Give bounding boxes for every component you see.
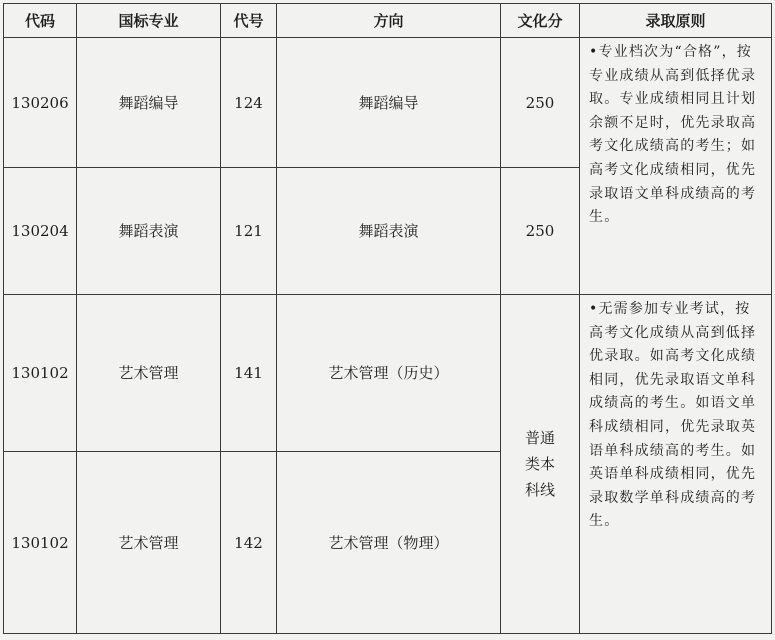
page xyxy=(3,3,772,634)
header-num: 代号 xyxy=(221,4,277,38)
cell-major: 舞蹈编导 xyxy=(77,38,221,168)
header-code: 代码 xyxy=(4,4,77,38)
cell-num: 142 xyxy=(221,452,277,634)
cell-direction: 舞蹈编导 xyxy=(277,38,501,168)
cell-code: 130204 xyxy=(4,168,77,295)
cell-num: 121 xyxy=(221,168,277,295)
header-row xyxy=(4,4,772,38)
header-major: 国标专业 xyxy=(77,4,221,38)
cell-direction: 艺术管理（历史） xyxy=(277,295,501,452)
cell-num: 141 xyxy=(221,295,277,452)
table-row xyxy=(4,38,772,168)
header-culture: 文化分 xyxy=(501,4,580,38)
header-direction: 方向 xyxy=(277,4,501,38)
cell-code: 130206 xyxy=(4,38,77,168)
cell-culture-merged xyxy=(501,295,580,634)
cell-rule-1: •专业档次为“合格”，按专业成绩从高到低择优录取。专业成绩相同且计划余额不足时，优先录取高考文化成绩高的考生；如高考文化成绩相同，优先录取语文单科成绩高的考生。 xyxy=(580,38,772,295)
cell-rule-2: •无需参加专业考试，按高考文化成绩从高到低择优录取。如高考文化成绩相同，优先录取语文单科成绩高的考生。如语文单科成绩相同，优先录取英语单科成绩高的考生。如英语单科成绩相同，优先录取数学单科成绩高的考生。 xyxy=(580,295,772,634)
cell-code: 130102 xyxy=(4,452,77,634)
cell-culture: 250 xyxy=(501,38,580,168)
cell-num: 124 xyxy=(221,38,277,168)
cell-direction: 舞蹈表演 xyxy=(277,168,501,295)
cell-code: 130102 xyxy=(4,295,77,452)
cell-direction: 艺术管理（物理） xyxy=(277,452,501,634)
cell-major: 艺术管理 xyxy=(77,295,221,452)
cell-culture: 250 xyxy=(501,168,580,295)
cell-major: 舞蹈表演 xyxy=(77,168,221,295)
table-row xyxy=(4,295,772,452)
header-rule: 录取原则 xyxy=(580,4,772,38)
admission-table xyxy=(3,3,772,634)
cell-major: 艺术管理 xyxy=(77,452,221,634)
culture-merged-text: 普通类本科线 xyxy=(524,429,555,499)
